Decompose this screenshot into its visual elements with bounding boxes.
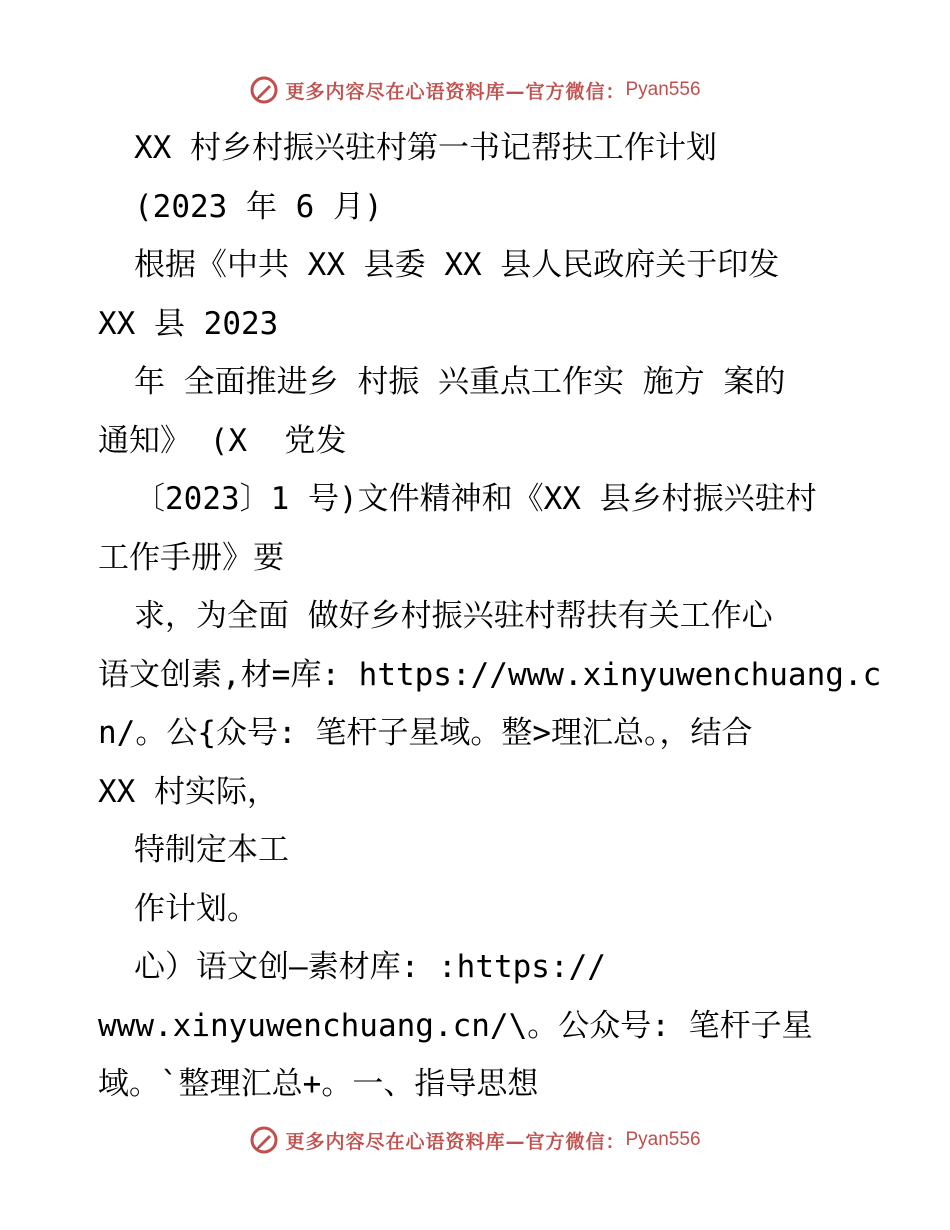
text-line: 作计划。 — [134, 890, 258, 927]
text-line: XX 村实际， — [98, 773, 278, 810]
text-line: 心）语文创—素材库: :https:// — [134, 949, 606, 985]
document-body — [98, 124, 882, 1119]
section-heading-line: 域。`整理汇总+。一、指导思想 — [98, 1066, 539, 1102]
document-title: XX 村乡村振兴驻村第一书记帮扶工作计划 — [134, 130, 717, 166]
text-line: XX 县 2023 — [98, 305, 279, 342]
text-line: www.xinyuwenchuang.cn/\。公众号: 笔杆子星 — [98, 1007, 813, 1044]
text-line: 通知》 (X 党发 — [98, 422, 347, 459]
watermark-wechat-id: Pyan556 — [625, 79, 701, 100]
text-line: 〔2023〕1 号)文件精神和《XX 县乡村振兴驻村 — [134, 481, 817, 517]
text-line: n/。公{众号: 笔杆子星域。整>理汇总。，结合 — [98, 715, 753, 751]
header-watermark — [0, 70, 950, 110]
document-date: (2023 年 6 月) — [134, 188, 383, 225]
text-line: 年 全面推进乡 村振 兴重点工作实 施方 案的 — [134, 364, 786, 400]
text-line: 语文创素,材=库: https://www.xinyuwenchuang.c — [98, 656, 882, 693]
watermark-text: 更多内容尽在心语资料库—官方微信： — [285, 80, 626, 103]
pen-logo-icon — [249, 1125, 279, 1155]
watermark-text: 更多内容尽在心语资料库—官方微信： — [285, 1130, 626, 1153]
watermark-wechat-id: Pyan556 — [625, 1129, 701, 1150]
text-line: 特制定本工 — [134, 832, 289, 868]
text-line: 根据《中共 XX 县委 XX 县人民政府关于印发 — [134, 247, 780, 283]
pen-logo-icon — [249, 75, 279, 105]
text-line: 工作手册》要 — [98, 539, 284, 576]
text-line: 求，为全面 做好乡村振兴驻村帮扶有关工作心 — [134, 598, 773, 634]
footer-watermark — [0, 1120, 950, 1160]
